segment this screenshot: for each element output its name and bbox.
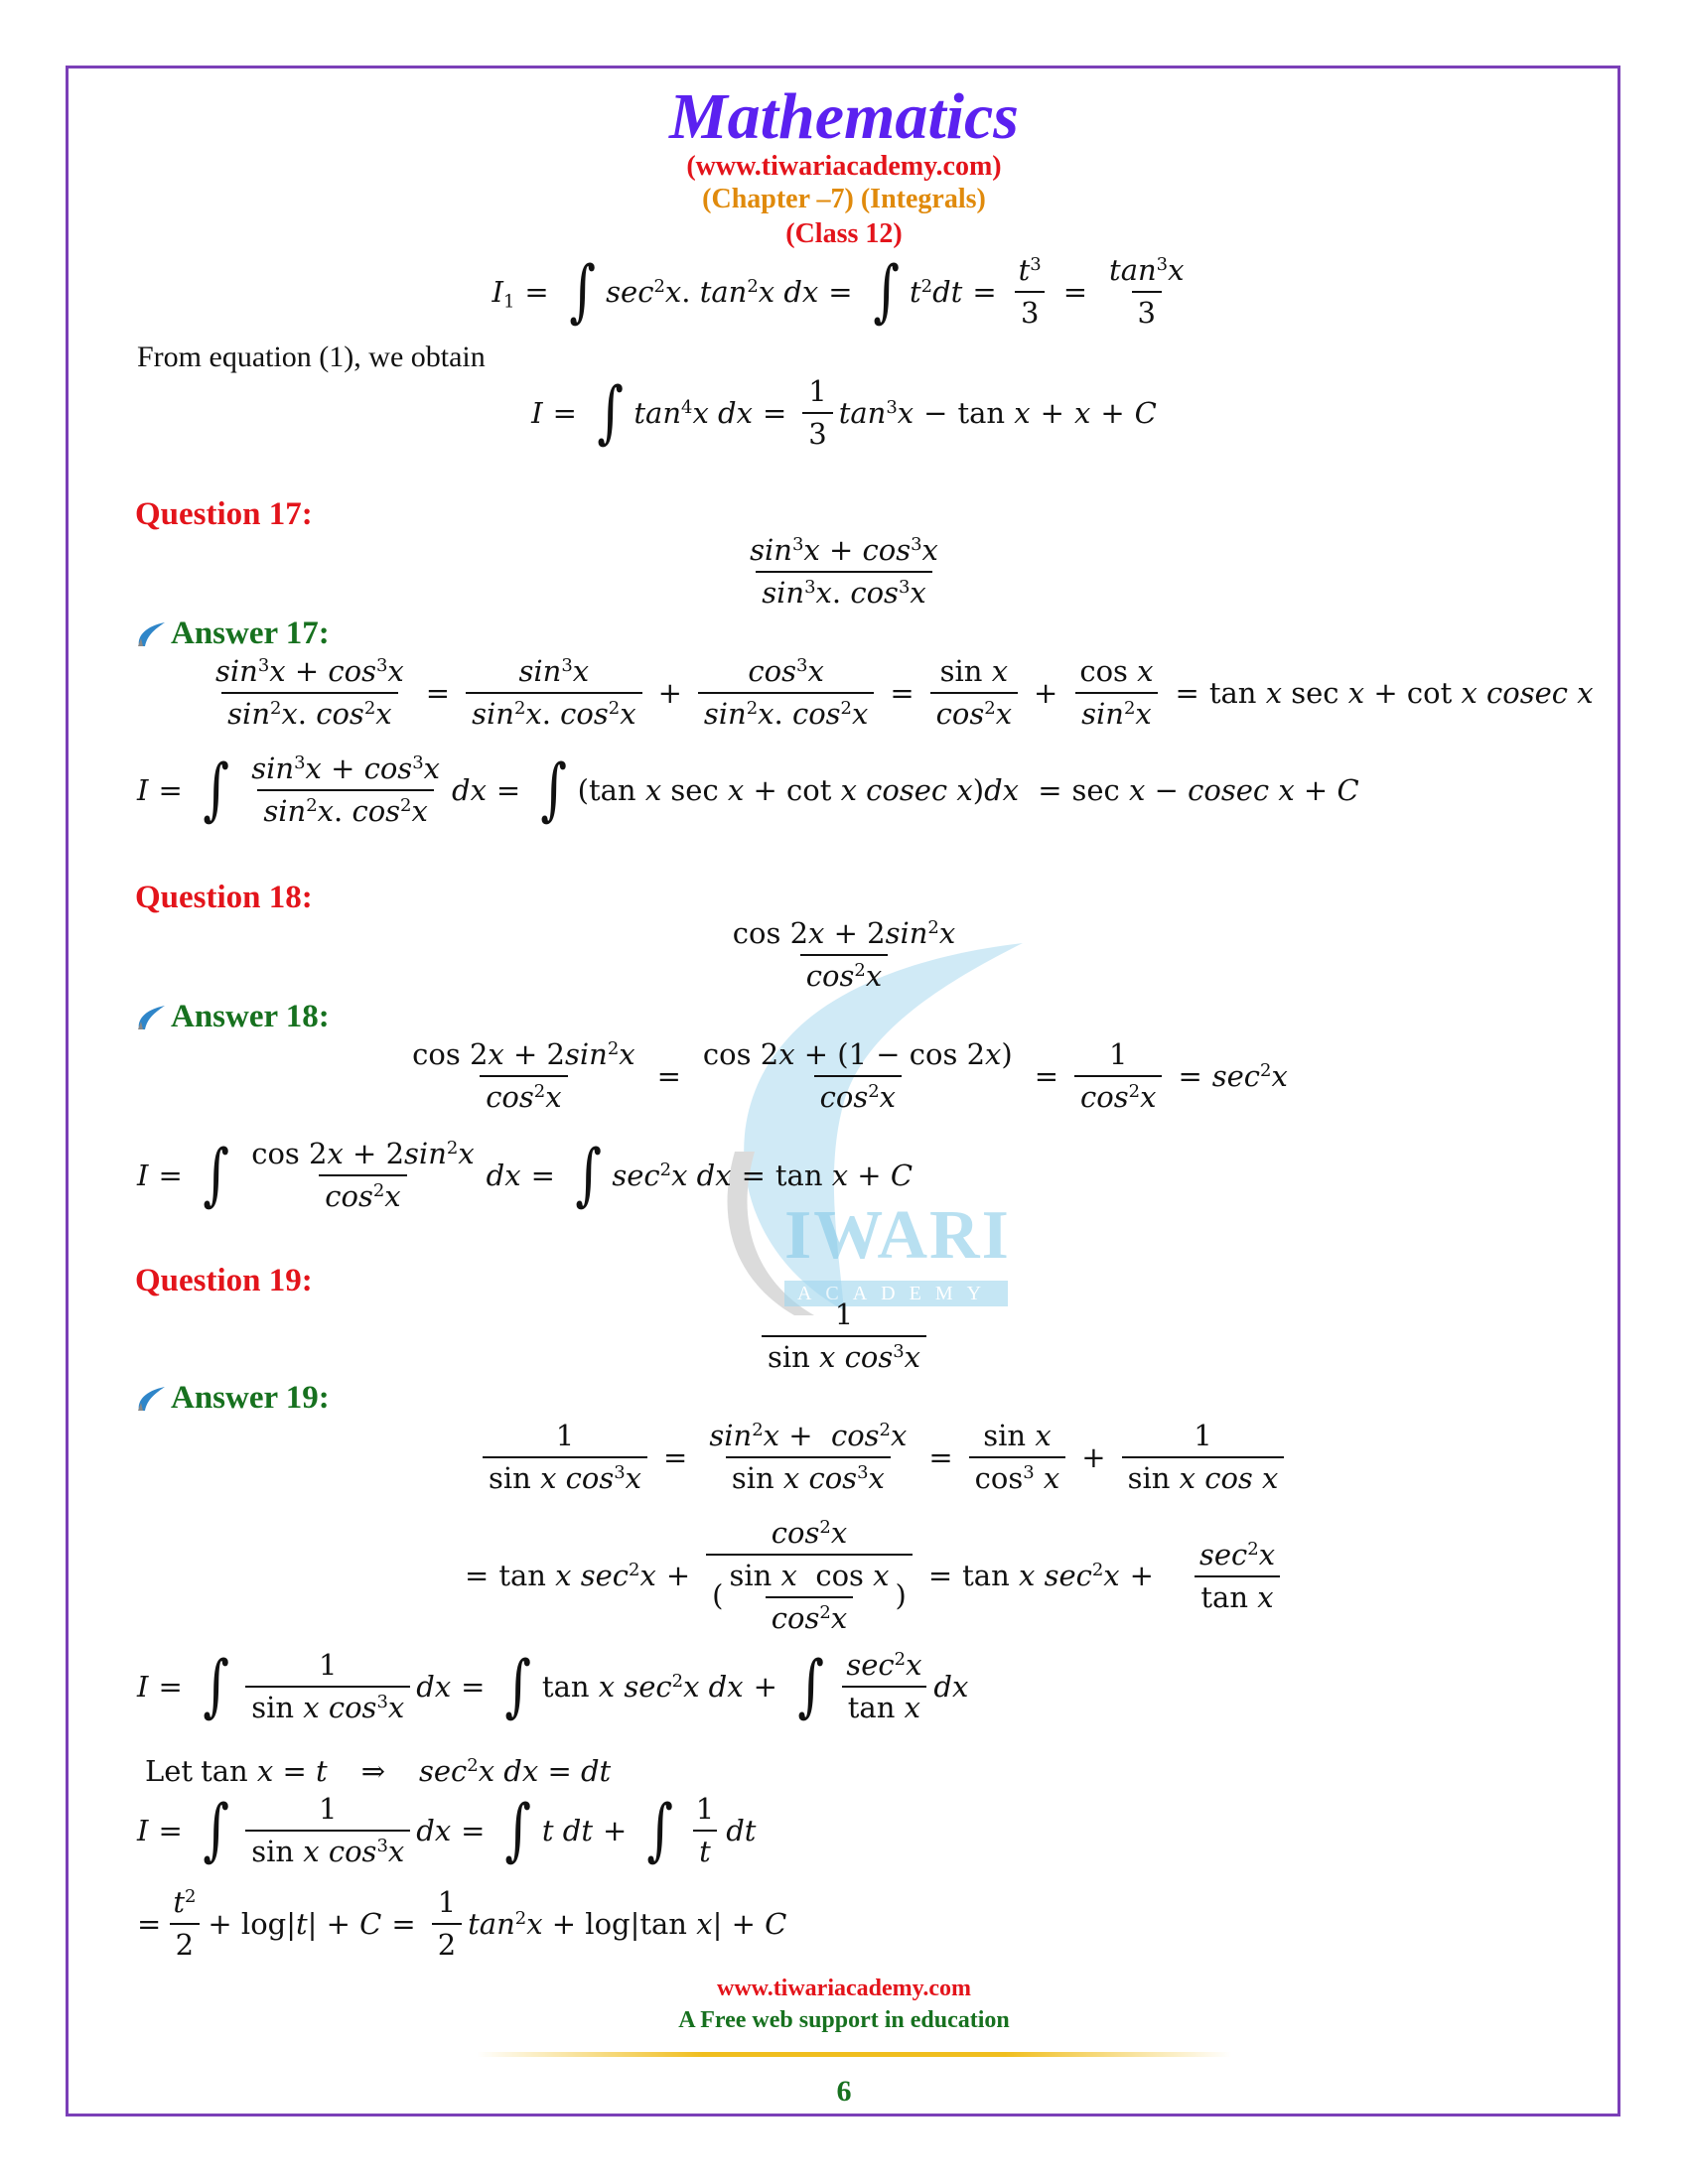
page-number: 6 xyxy=(836,2075,852,2108)
question-18-heading: Question 18: xyxy=(135,880,313,915)
tiwari-logo-icon xyxy=(135,620,169,648)
footer-website: www.tiwariacademy.com xyxy=(717,1976,971,2001)
equation-i1: $I_1$ = ∫ $\sec^2x$. $\tan^2x$ dx = ∫ $t^2dt$ = $\frac{t^3}{3}$ = $\frac{\tan^3x}{3}$ xyxy=(492,252,1185,332)
header-class: (Class 12) xyxy=(785,218,903,249)
answer-19-step2: = tan x $\sec^2x$ + $\cos^2x$ ( $\frac{\text{sin x cos x}}{\cos^2x}$ ) = tan x $\sec^2x$ + $\frac{\sec^2x}{\text{tan x}}$ xyxy=(455,1519,1287,1633)
page-title: Mathematics xyxy=(668,80,1019,153)
header-chapter: (Chapter –7) (Integrals) xyxy=(702,184,986,214)
tiwari-logo-icon xyxy=(135,1385,169,1413)
watermark-brand: IWARI xyxy=(784,1197,1011,1274)
question-17-expression: $\frac{\sin^3x + \cos^3x}{\sin^3x. \cos^3x}$ xyxy=(750,533,938,610)
answer-19-step1: $\frac{1}{\sin x \cos^3x}$ = $\frac{\sin^2x + \cos^2x}{\sin x \cos^3x}$ = $\frac{\text{sin x}}{\cos^3 x}$ + $\frac{1}{\text{sin x cos x}}$ xyxy=(477,1422,1290,1493)
answer-19-integral-split: I = ∫ $\frac{1}{\sin x \cos^3x}$ dx = ∫ tan x $\sec^2x$ dx + ∫ $\frac{\sec^2x}{\text{tan x}}$ dx xyxy=(137,1647,969,1726)
header-website: (www.tiwariacademy.com) xyxy=(686,151,1002,182)
question-17-heading: Question 17: xyxy=(135,496,313,532)
from-equation-text: From equation (1), we obtain xyxy=(137,341,486,373)
footer-divider xyxy=(477,2052,1231,2057)
answer-19-heading: Answer 19: xyxy=(135,1380,330,1417)
answer-17-simplification: $\frac{\sin^3x + \cos^3x}{\sin^2x. \cos^2x}$ = $\frac{\sin^3x}{\sin^2x. \cos^2x}$ + $\frac{\cos^3x}{\sin^2x. \cos^2x}$ = $\frac{\text{sin x}}{\cos^2x}$ + $\frac{\text{cos x}}{\sin^2x}$ = tan x sec x + cot x cosec x xyxy=(215,654,1594,731)
question-19-heading: Question 19: xyxy=(135,1263,313,1298)
answer-17-heading: Answer 17: xyxy=(135,615,330,652)
question-18-expression: $\frac{\cos 2x + 2\sin^2x}{\cos^2x}$ xyxy=(732,916,956,993)
answer-19-result: = $\frac{t^2}{2}$ + log|t| + C = $\frac{1}{2}$ $\tan^2x + \log|\tan$ x| + C xyxy=(137,1885,787,1962)
answer-18-heading: Answer 18: xyxy=(135,999,330,1035)
tiwari-logo-icon xyxy=(135,1004,169,1031)
answer-18-integral: I = ∫ $\frac{\cos 2x + 2\sin^2x}{\cos^2x}$ dx = ∫ $\sec^2x$ dx = tan x + C xyxy=(137,1136,914,1215)
answer-18-simplification: $\frac{\cos 2x + 2\sin^2x}{\cos^2x}$ = $\frac{\cos 2x + (1 - \cos 2x)}{\cos^2x}$ = $\frac{1}{\cos^2x}$ = $\sec^2x$ xyxy=(412,1037,1288,1114)
question-19-expression: $\frac{1}{\sin x \cos^3x}$ xyxy=(0,1300,1688,1372)
watermark-academy: ACADEMY xyxy=(784,1281,1008,1306)
answer-17-integral: I = ∫ $\frac{\sin^3x + \cos^3x}{\sin^2x. \cos^2x}$ dx = ∫ (tan x sec x + cot x cosec x)dx = sec x − cosec x + C xyxy=(137,751,1359,830)
answer-19-integral-t: I = ∫ $\frac{1}{\sin x \cos^3x}$ dx = ∫ t dt + ∫ $\frac{1}{t}$ dt xyxy=(137,1791,757,1870)
equation-i-tan4: I = ∫ $\tan^4x$ dx = $\frac{1}{3}$ $\tan^3x$ − tan x + x + C xyxy=(531,373,1157,453)
answer-19-substitution: Let tan x = t ⇒ $\sec^2x$ dx = dt xyxy=(145,1754,612,1788)
footer-tagline: A Free web support in education xyxy=(678,2007,1010,2033)
